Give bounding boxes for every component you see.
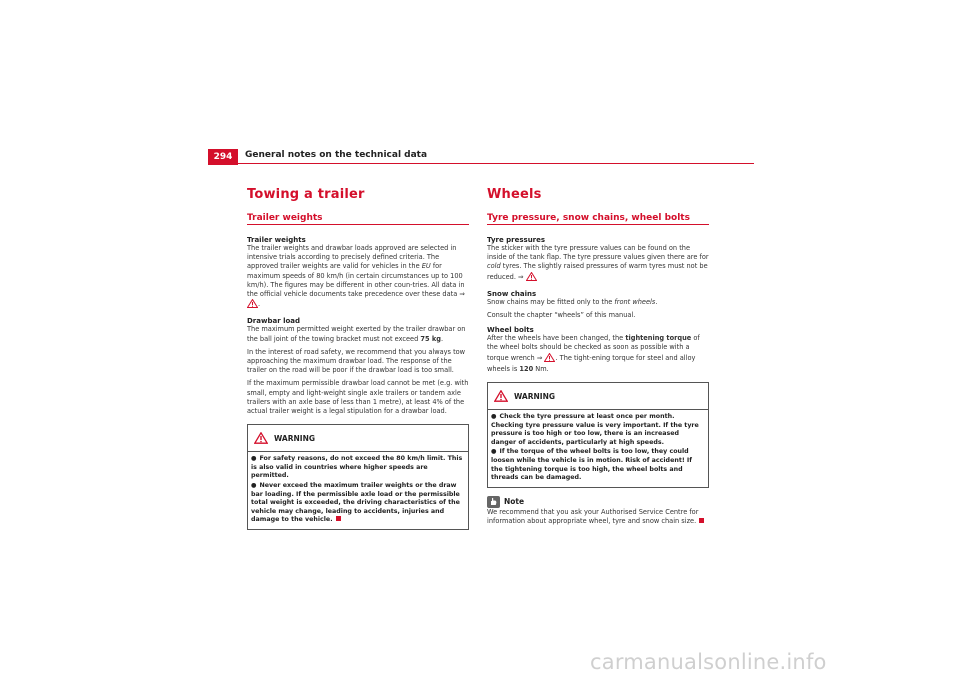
snow-chains-paragraph: Snow chains may be fitted only to the front wheels. (487, 297, 658, 306)
warning-box-trailer (247, 424, 469, 530)
warning-triangle-icon (526, 272, 537, 284)
drawbar-load-minimum-paragraph: If the maximum permissible drawbar load cannot be met (e.g. with small, empty and light-weight single axle trailers or tandem axle trailers with an axle base of less than 1 metre), at least 4% of the actual trailer weight is a legal stipulation for a drawbar load. (247, 379, 469, 416)
subheading-tyre-pressures: Tyre pressures (487, 236, 546, 244)
warning-triangle-icon (254, 429, 268, 448)
left-column (247, 187, 469, 530)
watermark-text: carmanualsonline.info (590, 650, 827, 674)
note-header (487, 496, 709, 508)
snow-chains-reference: Consult the chapter “wheels” of this manual. (487, 311, 636, 320)
subheading-trailer-weights: Trailer weights (247, 236, 306, 244)
running-header-title: General notes on the technical data (245, 150, 428, 160)
chapter-heading-towing: Towing a trailer (247, 187, 365, 202)
warning-title: WARNING (514, 392, 556, 402)
subheading-drawbar-load: Drawbar load (247, 317, 301, 326)
end-of-section-mark (336, 516, 341, 521)
warning-item: ● Never exceed the maximum trailer weights or the draw bar loading. If the permissible axle load or the permissible total weight is exceeded, the driving characteristics of the vehicle may change, leading to accidents, injuries and damage to the vehicle. (251, 482, 460, 524)
section-heading-trailer-weights: Trailer weights (247, 213, 469, 225)
subheading-snow-chains: Snow chains (487, 289, 537, 298)
subheading-wheel-bolts: Wheel bolts (487, 326, 534, 335)
note-hand-icon (487, 496, 500, 508)
trailer-weights-paragraph: The trailer weights and drawbar loads approved are selected in intensive trials according to precisely defined criteria. The approved trailer weights are valid for vehicles in the EU for maximum speeds of 80 km/h (in certain circumstances up to 100 km/h). The figures may be different in other coun-tries. All data in the official vehicle documents take precedence over these data ⇒ . (247, 244, 469, 311)
warning-title: WARNING (274, 434, 316, 444)
header-rule (208, 163, 754, 164)
warning-triangle-icon (544, 353, 555, 365)
warning-item: ● If the torque of the wheel bolts is too low, they could loosen while the vehicle is in motion. Risk of accident! If the tightening torque is too high, the wheel bolts and threads can be damaged. (491, 448, 692, 482)
wheel-bolts-paragraph: After the wheels have been changed, the tightening torque of the wheel bolts should be checked as soon as possible with a torque wrench ⇒ . The tight-ening torque for steel and alloy wheels is 120 Nm. (487, 334, 700, 373)
right-column (487, 187, 709, 526)
warning-item: ● Check the tyre pressure at least once per month. Checking tyre pressure value is very important. If the tyre pressure is too high or too low, there is an increased danger of accidents, particularly at high speeds. (491, 413, 699, 446)
drawbar-load-paragraph: The maximum permitted weight exerted by the trailer drawbar on the ball joint of the towing bracket must not exceed 75 kg. (247, 325, 466, 343)
page-number: 294 (208, 149, 238, 165)
chapter-heading-wheels: Wheels (487, 187, 542, 202)
drawbar-load-safety-paragraph: In the interest of road safety, we recommend that you always tow approaching the maximum drawbar load. The response of the trailer on the road will be poor if the drawbar load is too small. (247, 347, 466, 375)
warning-triangle-icon (494, 387, 508, 406)
note-title: Note (504, 497, 525, 507)
warning-box-wheels (487, 382, 709, 488)
warning-item: ● For safety reasons, do not exceed the 80 km/h limit. This is also valid in countries where higher speeds are permitted. (251, 455, 463, 480)
warning-triangle-icon (247, 299, 258, 311)
end-of-section-mark (699, 518, 704, 523)
section-heading-tyre-pressure: Tyre pressure, snow chains, wheel bolts (487, 213, 709, 225)
note-paragraph: We recommend that you ask your Authorised Service Centre for information about appropriate wheel, tyre and snow chain size. (487, 508, 709, 526)
tyre-pressures-paragraph: The sticker with the tyre pressure values can be found on the inside of the tank flap. The tyre pressure values given there are for cold tyres. The slightly raised pressures of warm tyres must not be reduced. ⇒ (487, 244, 709, 284)
